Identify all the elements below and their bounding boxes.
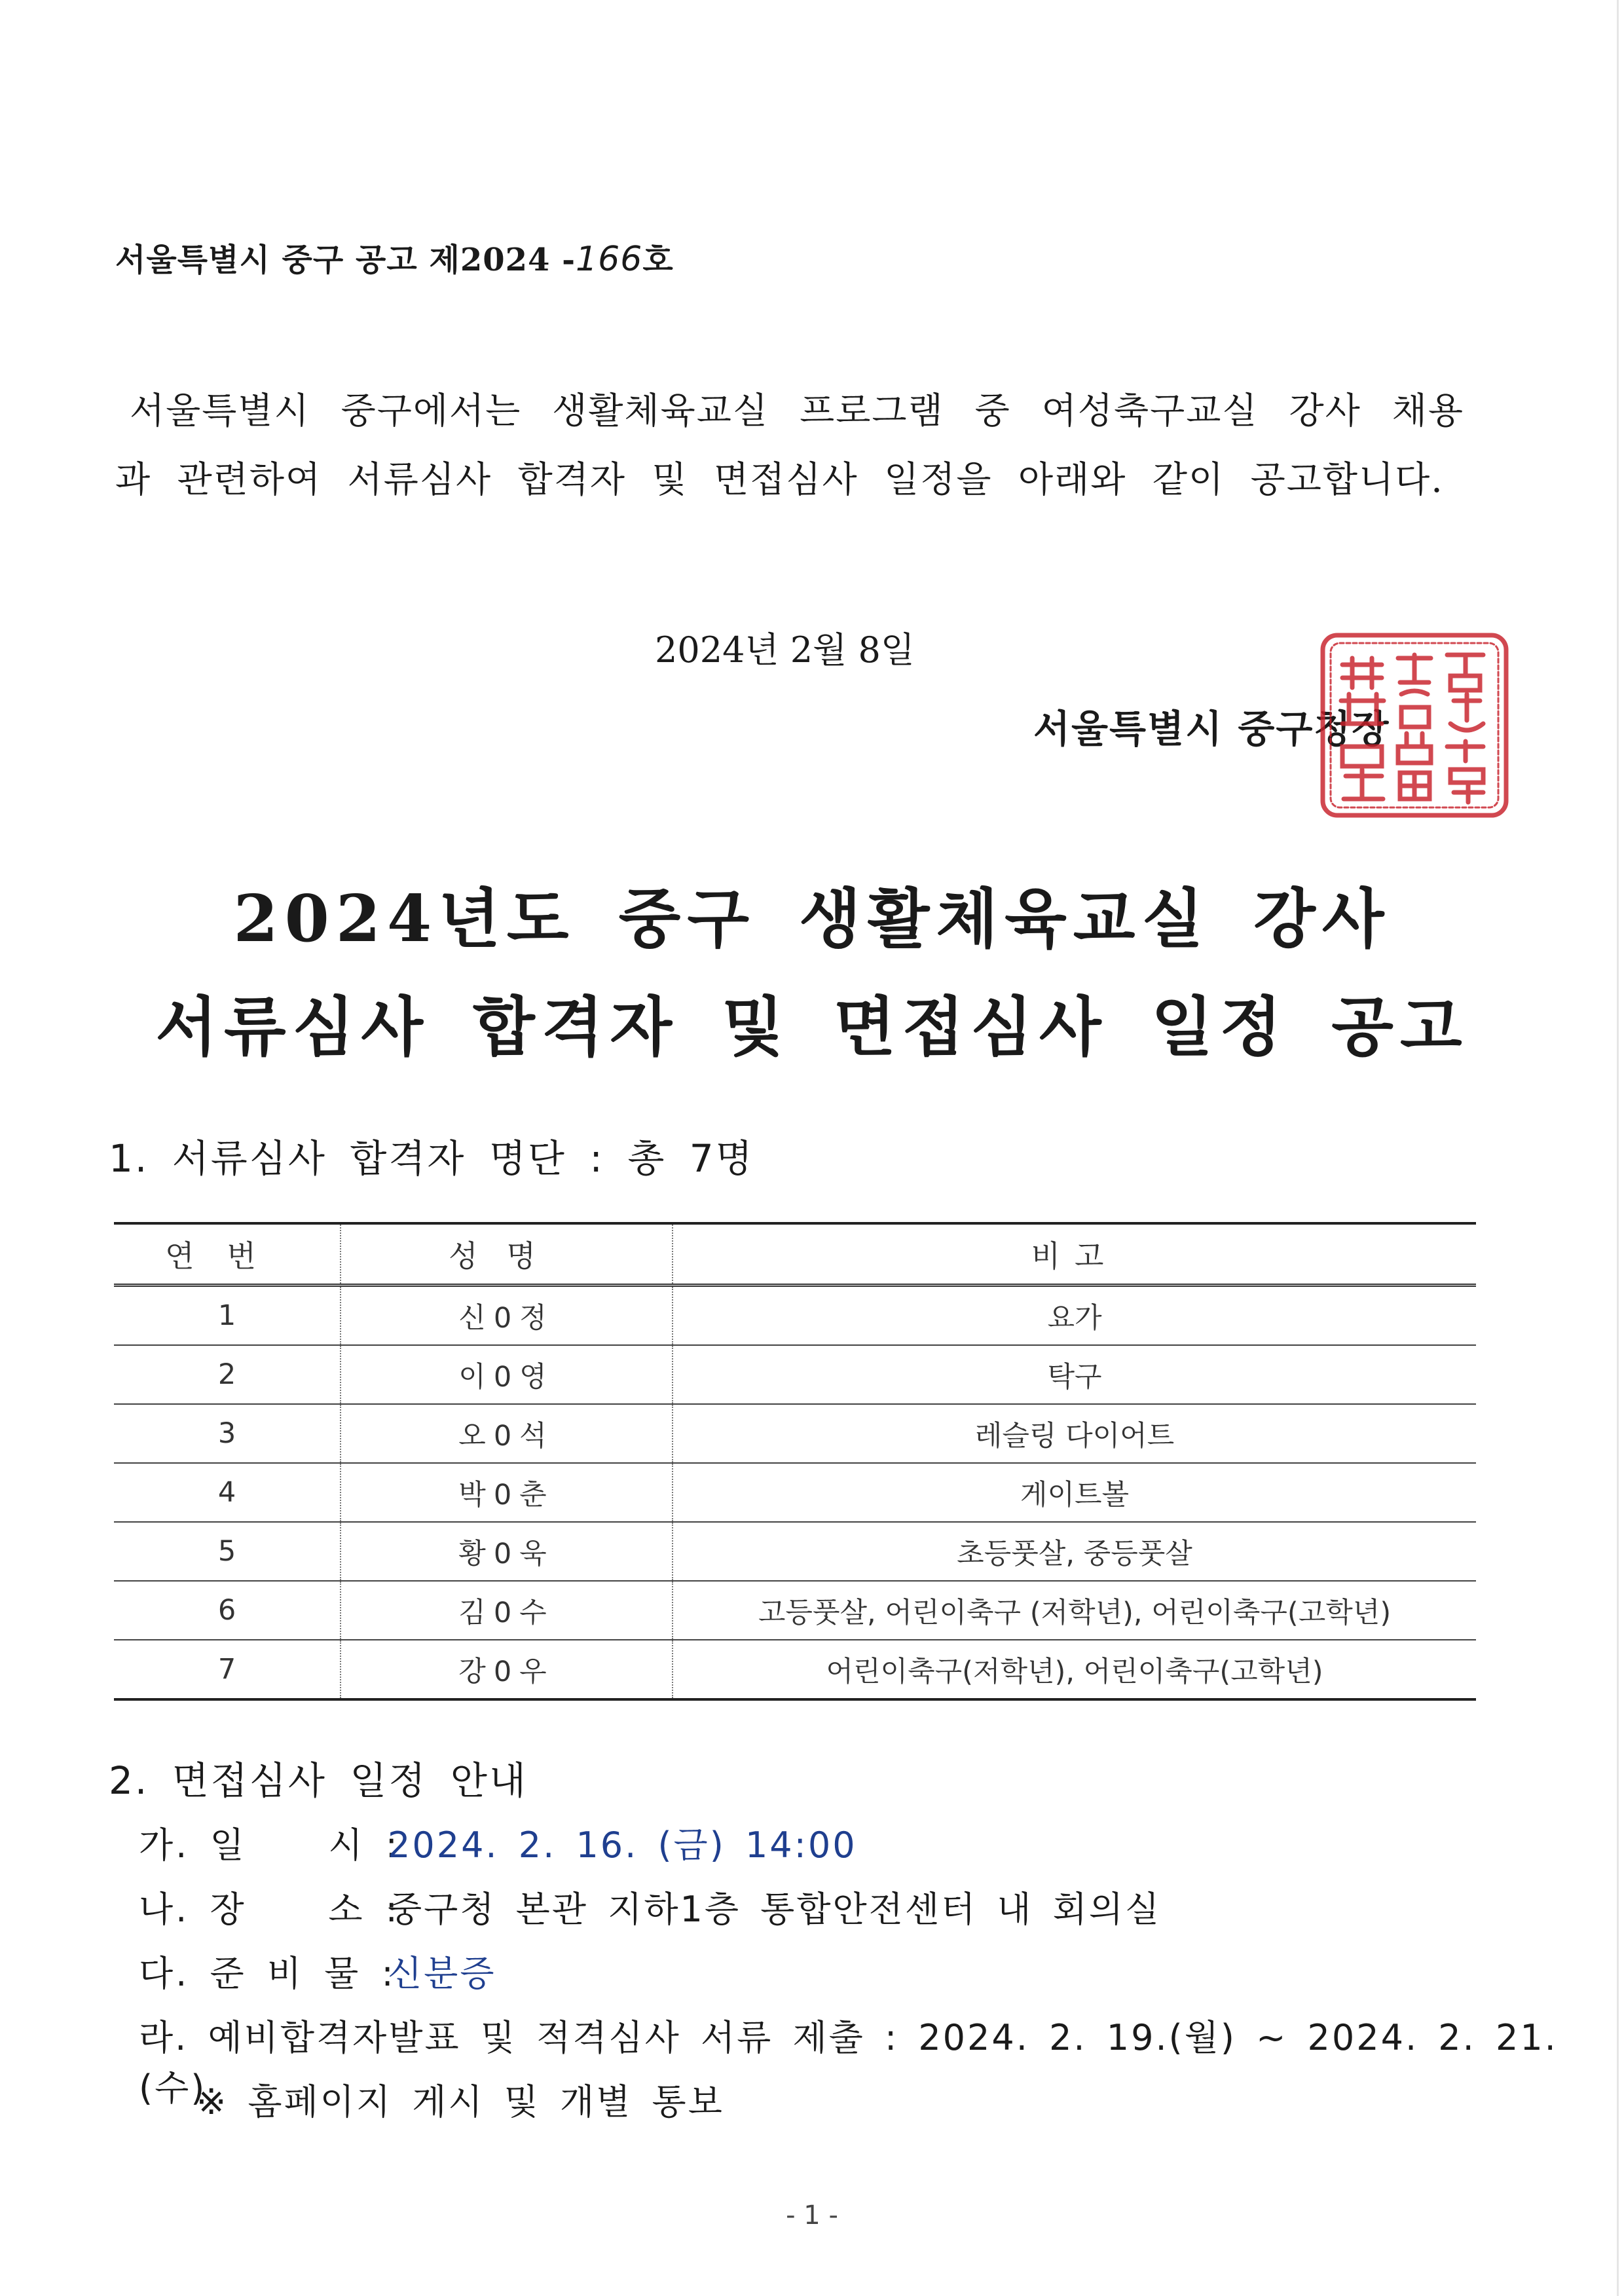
schedule-note: ※ 홈페이지 게시 및 개별 통보	[196, 2081, 724, 2122]
schedule-item-value: 중구청 본관 지하1층 통합안전센터 내 회의실	[388, 1889, 1162, 1930]
table-row	[114, 1286, 1476, 1346]
row-note: 어린이축구(저학년), 어린이축구(고학년)	[826, 1655, 1323, 1688]
table-row	[114, 1345, 1476, 1404]
row-note: 게이트볼	[1020, 1478, 1130, 1511]
table-header-row	[114, 1223, 1476, 1286]
schedule-item-label: 다. 준 비 물 :	[139, 1953, 396, 1994]
passed-applicants-table	[114, 1222, 1476, 1701]
row-name: 김0수	[341, 1581, 673, 1640]
row-note: 탁구	[1047, 1360, 1102, 1394]
column-header-note: 비고	[1031, 1238, 1118, 1274]
row-number: 1	[114, 1286, 341, 1346]
table-row	[114, 1522, 1476, 1581]
page-number: - 1 -	[786, 2200, 838, 2231]
schedule-item-datetime	[139, 1817, 857, 1868]
schedule-item-location	[139, 1881, 1161, 1932]
notice-number-suffix: 호	[642, 242, 674, 278]
column-header-name: 성명	[341, 1223, 673, 1286]
row-name: 강0우	[341, 1640, 673, 1699]
schedule-item-value: 2024. 2. 16. (금) 14:00	[388, 1824, 857, 1866]
official-seal-icon	[1316, 629, 1513, 822]
row-name: 이0영	[341, 1345, 673, 1404]
schedule-item-value: 예비합격자발표 및 적격심사 서류 제출 : 2024. 2. 19.(월) ~ 2024. 2. 21.(수)	[139, 2017, 1558, 2109]
row-number: 4	[114, 1463, 341, 1522]
column-header-number: 연번	[114, 1223, 341, 1286]
schedule-item-label: 나. 장 소 :	[139, 1889, 400, 1930]
signer-name: 서울특별시 중구청장	[1033, 707, 1390, 751]
table-row	[114, 1581, 1476, 1640]
document-title-line-2: 서류심사 합격자 및 면접심사 일정 공고	[155, 990, 1469, 1065]
notice-number	[115, 234, 674, 280]
table-row	[114, 1463, 1476, 1522]
notice-number-handwritten: 166	[576, 240, 643, 279]
row-note: 고등풋살, 어린이축구 (저학년), 어린이축구(고학년)	[758, 1596, 1392, 1629]
row-number: 3	[114, 1404, 341, 1463]
row-number: 7	[114, 1640, 341, 1699]
schedule-item-label: 라.	[139, 2017, 189, 2058]
notice-number-prefix: 서울특별시 중구 공고 제2024 -	[115, 242, 576, 278]
row-name: 박0춘	[341, 1463, 673, 1522]
schedule-item-materials	[139, 1946, 496, 1996]
row-number: 5	[114, 1522, 341, 1581]
row-number: 2	[114, 1345, 341, 1404]
schedule-item-label: 가. 일 시 :	[139, 1824, 400, 1866]
row-name: 오0석	[341, 1404, 673, 1463]
row-number: 6	[114, 1581, 341, 1640]
schedule-item-value: 신분증	[388, 1953, 496, 1994]
row-note: 초등풋살, 중등풋살	[957, 1537, 1192, 1570]
row-name: 황0욱	[341, 1522, 673, 1581]
row-name: 신0정	[341, 1286, 673, 1346]
section-1-heading: 1. 서류심사 합격자 명단 : 총 7명	[109, 1136, 754, 1181]
page-edge-line	[1617, 0, 1619, 2296]
row-note: 요가	[1047, 1301, 1102, 1335]
section-2-heading: 2. 면접심사 일정 안내	[109, 1758, 528, 1803]
table-row	[114, 1640, 1476, 1699]
table-row	[114, 1404, 1476, 1463]
row-note: 레슬링 다이어트	[974, 1419, 1175, 1453]
notice-date: 2024년 2월 8일	[655, 629, 915, 671]
document-title-line-1: 2024년도 중구 생활체육교실 강사	[233, 881, 1391, 957]
intro-paragraph: 서울특별시 중구에서는 생활체육교실 프로그램 중 여성축구교실 강사 채용과 관련하여 서류심사 합격자 및 면접심사 일정을 아래와 같이 공고합니다.	[115, 390, 1464, 500]
